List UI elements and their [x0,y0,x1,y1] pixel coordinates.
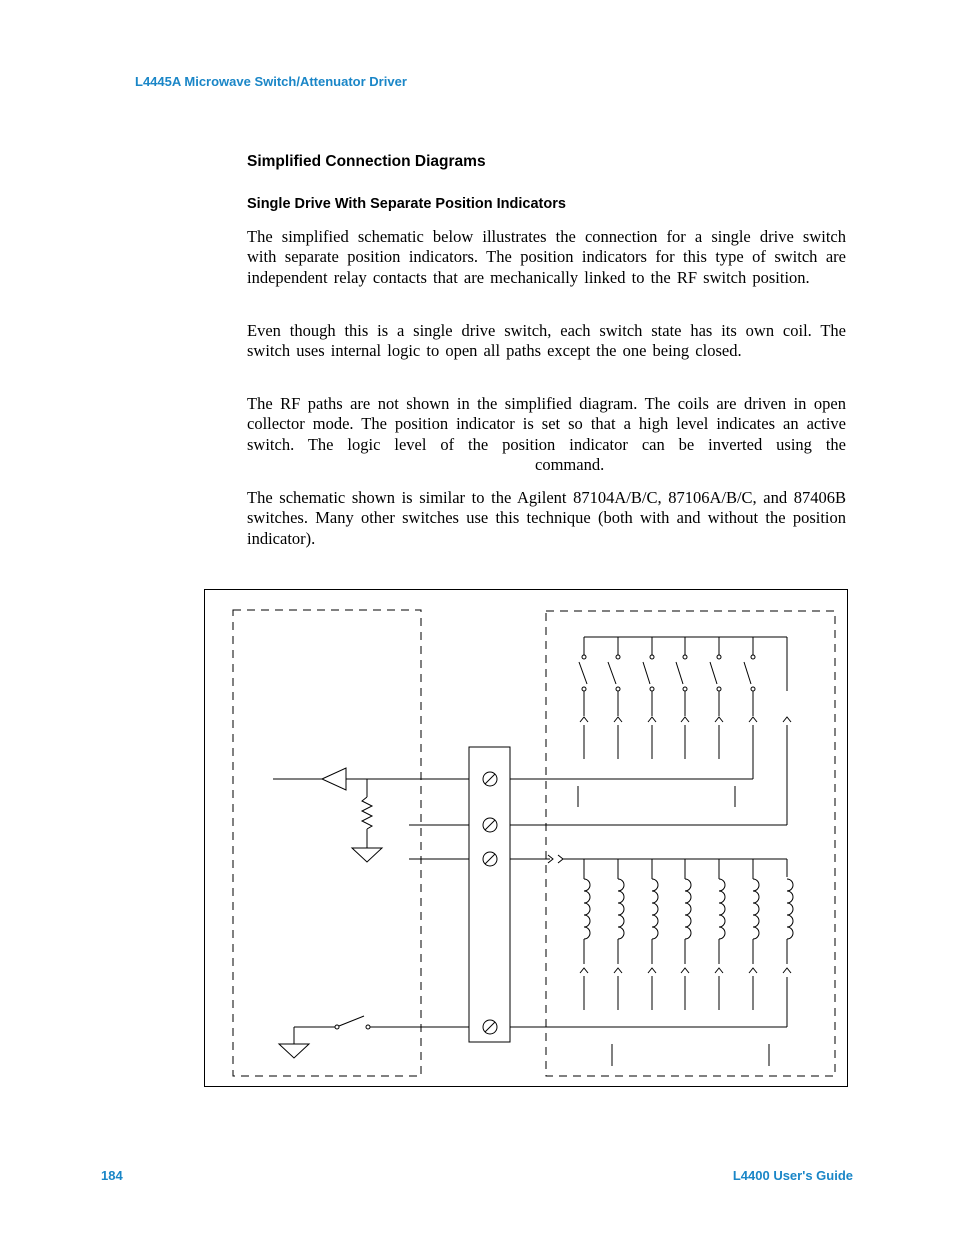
drive-coils [584,859,793,964]
terminal-block [469,747,510,1042]
subsection-title: Single Drive With Separate Position Indicators [247,196,566,212]
switch-boundary [546,611,835,1076]
paragraph-3-command: command. [535,454,605,474]
ground-symbol-1 [352,848,382,862]
resistor-symbol [362,797,372,829]
indicator-contacts [579,637,755,716]
guide-title: L4400 User's Guide [732,1168,853,1183]
running-header: L4445A Microwave Switch/Attenuator Driver [135,74,407,89]
terminal-screws [483,772,497,1034]
buffer-symbol [322,768,346,790]
diagram-frame [205,590,848,1087]
indicator-connectors [580,717,791,759]
page-number: 184 [101,1168,123,1183]
paragraph-4: The schematic shown is similar to the Agilent 87104A/B/C, 87106A/B/C, and 87406B switches. Many other switches use this technique (both with and without the position indicator). [247,488,846,548]
paragraph-2: Even though this is a single drive switch, each switch state has its own coil. The switch uses internal logic to open all paths except the one being closed. [247,321,846,361]
paragraph-3 [247,394,846,475]
driver-boundary [233,610,421,1076]
ground-symbol-2 [279,1044,309,1058]
connection-diagram [204,589,848,1087]
paragraph-1: The simplified schematic below illustrates the connection for a single drive switch with separate position indicators. The position indicators for this type of switch are independent relay contacts that are mechanically linked to the RF switch position. [247,227,846,287]
coil-connectors [580,968,791,1010]
paragraph-3-text: The RF paths are not shown in the simplified diagram. The coils are driven in open collector mode. The position indicator is set so that a high level indicates an active switch. The logic level of the position indicator can be inverted using the [247,394,846,454]
section-title: Simplified Connection Diagrams [247,153,486,170]
drive-switch [339,1016,364,1026]
